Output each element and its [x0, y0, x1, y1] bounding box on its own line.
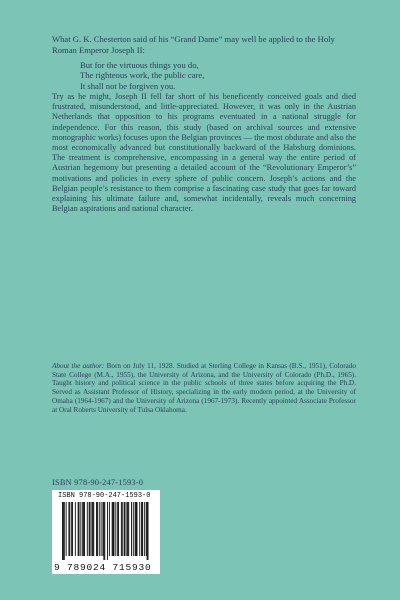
epigraph-intro: What G. K. Chesterton said of his “Grand Dame” may well be applied to the Holy Roman Emperor Joseph II: — [52, 34, 335, 55]
barcode-isbn-label: ISBN 978-90-247-1593-0 — [58, 492, 151, 500]
description-paragraph: Try as he might, Joseph II fell far short of his beneficently conceived goals and died frustrated, misunderstood, and little-appreciated. However, it was only in the Austrian Netherlands that opposition to his programs eventuated in a national struggle for independence. For this reason, this study (based on archival sources and extensive monographic works) focuses upon the Belgian provinces — the most obdurate and also the most economically advanced but constitutionally backward of the Habsburg dominions. The treatment is comprehensive, encompassing in a general way the entire period of Austrian hegemony but presenting a detailed account of the “Revolutionary Emperor’s” motivations and policies in every sphere of public concern. Joseph’s actions and the Belgian people’s resistance to them comprise a fascinating case study that goes far toward explaining his ultimate failure and, somewhat incidentally, reveals much concerning Belgian aspirations and national character. — [52, 92, 356, 214]
about-author-heading: About the author: — [52, 362, 105, 370]
barcode-bars — [52, 502, 160, 562]
poem-line-2: The righteous work, the public care, — [80, 70, 205, 81]
barcode-digits: 9 789024 715930 — [54, 562, 152, 573]
poem — [80, 60, 356, 92]
epigraph-section — [52, 34, 356, 92]
poem-line-3: It shall not be forgiven you. — [80, 81, 176, 92]
about-author — [52, 362, 356, 414]
about-author-text: Born on July 11, 1928. Studied at Sterling College in Kansas (B.S., 1951), Colorado State College (M.A., 1955), the University of Arizona, and the University of Colorado (Ph.D., 1965). Taught history and political science in the public schools of three states before acquiring the Ph.D. Served as Assistant Professor of History, specializing in the early modern period, at the University of Omaha (1964-1967) and the University of Arizona (1967-1973). Recently appointed Associate Professor at Oral Roberts University of Tulsa Oklahoma. — [52, 362, 356, 414]
poem-line-1: But for the virtuous things you do, — [80, 59, 199, 70]
book-description — [52, 92, 356, 214]
isbn-label: ISBN 978-90-247-1593-0 — [52, 478, 144, 487]
barcode — [52, 490, 160, 574]
